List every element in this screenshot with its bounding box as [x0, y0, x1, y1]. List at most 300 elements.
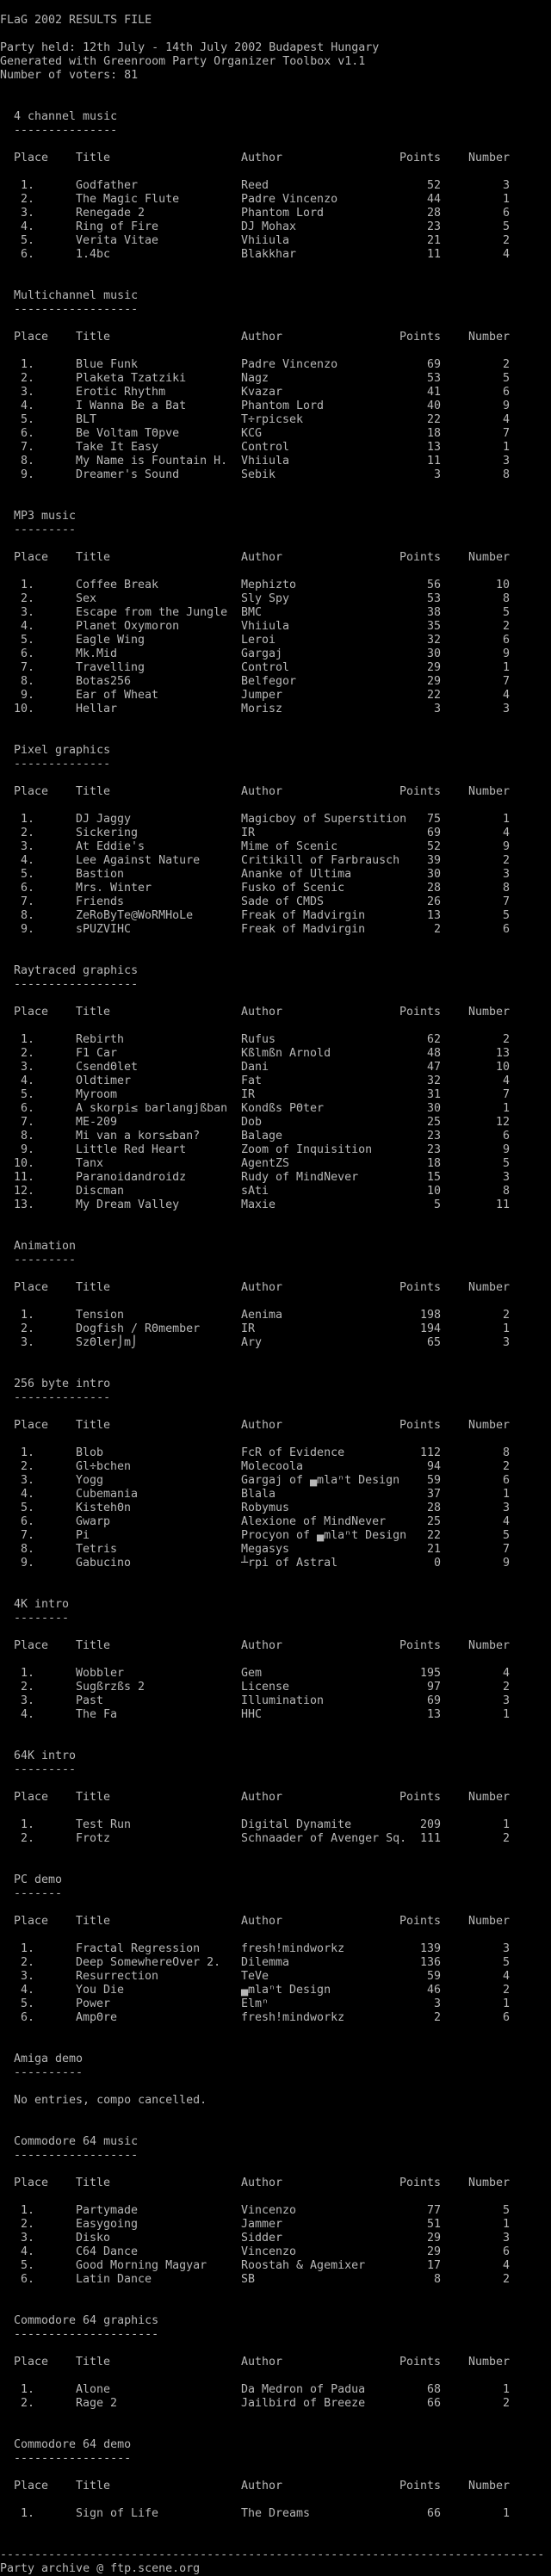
- section-underline: -----------------: [14, 2452, 132, 2465]
- cell-title: Frotz: [76, 1832, 111, 1845]
- blank-line: [0, 317, 551, 331]
- column-header-number: Number: [467, 1639, 510, 1652]
- result-row: [0, 1474, 551, 1488]
- section-underline-line: [0, 1763, 551, 1777]
- cell-number: 3: [502, 1694, 510, 1707]
- cell-author: Morisz: [241, 703, 283, 715]
- column-header-author: Author: [241, 1915, 283, 1928]
- column-header-author: Author: [241, 331, 283, 344]
- column-header-place: Place: [14, 785, 49, 798]
- column-header-author: Author: [241, 1281, 283, 1294]
- cell-author: IR: [241, 1088, 256, 1101]
- cell-title: F1 Car: [76, 1047, 118, 1060]
- cell-number: 1: [502, 661, 510, 674]
- cell-author: Mime of Scenic: [241, 840, 338, 853]
- section-underline: --------------: [14, 758, 111, 771]
- cell-points: 68: [426, 2383, 441, 2396]
- cell-points: 94: [426, 1460, 441, 1473]
- cell-number: 7: [502, 675, 510, 688]
- blank-line: [0, 730, 551, 744]
- column-header-place: Place: [14, 2177, 49, 2189]
- cell-points: 22: [426, 689, 441, 702]
- cell-place: 3.: [20, 1970, 34, 1983]
- result-row: [0, 1997, 551, 2011]
- cell-points: 69: [426, 827, 441, 839]
- cell-title: Disko: [76, 2232, 111, 2245]
- cell-place: 1.: [20, 358, 34, 371]
- cell-points: 59: [426, 1474, 441, 1487]
- cell-title: Wobbler: [76, 1667, 125, 1680]
- cell-number: 11: [495, 1198, 510, 1211]
- result-row: [0, 813, 551, 827]
- cell-points: 32: [426, 1074, 441, 1087]
- cell-author: Zoom of Inquisition: [241, 1143, 373, 1156]
- cell-number: 6: [502, 207, 510, 220]
- column-header-points: Points: [399, 551, 441, 564]
- column-header-title: Title: [76, 1915, 111, 1928]
- cell-author: Digital Dynamite: [241, 1818, 352, 1831]
- cell-title: Dreamer's Sound: [76, 468, 180, 481]
- cell-points: 136: [419, 1956, 441, 1969]
- cell-number: 8: [502, 1446, 510, 1459]
- cell-title: Resurrection: [76, 1970, 159, 1983]
- result-row: [0, 1818, 551, 1832]
- cell-points: 97: [426, 1681, 441, 1694]
- cell-points: 48: [426, 1047, 441, 1060]
- cell-place: 2.: [20, 1832, 34, 1845]
- cell-number: 6: [502, 1474, 510, 1487]
- cell-place: 7.: [20, 1116, 34, 1129]
- column-header-author: Author: [241, 785, 283, 798]
- result-row: [0, 2218, 551, 2232]
- blank-line: [0, 0, 551, 14]
- cell-author: IR: [241, 827, 256, 839]
- cell-author: Jumper: [241, 689, 283, 702]
- section-underline: ---------: [14, 523, 77, 536]
- cell-number: 6: [502, 386, 510, 399]
- section-underline-line: [0, 303, 551, 317]
- cell-points: 23: [426, 1143, 441, 1156]
- section-title: Commodore 64 graphics: [14, 2314, 159, 2327]
- cell-author: The Dreams: [241, 2507, 311, 2520]
- cell-place: 8.: [20, 909, 34, 922]
- cell-author: Phantom Lord: [241, 399, 325, 412]
- cell-points: 2: [433, 923, 441, 936]
- column-header-number: Number: [467, 152, 510, 164]
- cell-place: 9.: [20, 689, 34, 702]
- column-header-author: Author: [241, 1639, 283, 1652]
- section-title-line: [0, 1378, 551, 1391]
- result-row: [0, 1130, 551, 1143]
- cell-number: 5: [502, 2204, 510, 2217]
- result-row: [0, 1460, 551, 1474]
- cell-place: 9.: [20, 1557, 34, 1570]
- cell-points: 40: [426, 399, 441, 412]
- blank-line: [0, 537, 551, 551]
- cell-title: Bastion: [76, 868, 125, 881]
- section-title: Raytraced graphics: [14, 964, 139, 977]
- blank-line: [0, 496, 551, 510]
- cell-title: Partymade: [76, 2204, 139, 2217]
- cell-place: 2.: [20, 372, 34, 385]
- cell-place: 1.: [20, 1309, 34, 1322]
- cell-place: 3.: [20, 2232, 34, 2245]
- result-row: [0, 1198, 551, 1212]
- cell-points: 30: [426, 868, 441, 881]
- result-row: [0, 1047, 551, 1061]
- blank-line: [0, 1736, 551, 1749]
- cell-place: 6.: [20, 1515, 34, 1528]
- cell-title: Tension: [76, 1309, 125, 1322]
- cell-number: 2: [502, 620, 510, 633]
- blank-line: [0, 28, 551, 41]
- result-row: [0, 1694, 551, 1708]
- result-row: [0, 1322, 551, 1336]
- voters-line: Number of voters: 81: [0, 69, 139, 82]
- result-row: [0, 1157, 551, 1171]
- result-row: [0, 868, 551, 882]
- cell-points: 112: [419, 1446, 441, 1459]
- column-header-place: Place: [14, 1006, 49, 1019]
- cell-title: My Name is Fountain H.: [76, 455, 228, 468]
- cell-place: 4.: [20, 399, 34, 412]
- blank-line: [0, 2493, 551, 2507]
- result-row: [0, 923, 551, 937]
- footer-separator: -------------------------------------------------------------------------------: [0, 2548, 545, 2561]
- column-header-points: Points: [399, 2480, 441, 2492]
- cell-place: 7.: [20, 1529, 34, 1542]
- cell-place: 3.: [20, 1061, 34, 1074]
- cell-points: 18: [426, 427, 441, 440]
- column-header-row: [0, 551, 551, 565]
- column-header-author: Author: [241, 1419, 283, 1432]
- cell-number: 4: [502, 1074, 510, 1087]
- column-header-title: Title: [76, 1639, 111, 1652]
- section-title: Commodore 64 demo: [14, 2438, 132, 2451]
- cell-author: SB: [241, 2273, 256, 2286]
- cell-number: 7: [502, 1088, 510, 1101]
- result-row: [0, 234, 551, 248]
- result-row: [0, 1832, 551, 1846]
- cell-points: 69: [426, 358, 441, 371]
- cell-number: 2: [502, 358, 510, 371]
- cell-author: Gargaj of ▄mlaⁿt Design: [241, 1474, 400, 1487]
- cell-number: 4: [502, 1515, 510, 1528]
- result-row: [0, 2383, 551, 2397]
- section-underline: -------: [14, 1887, 63, 1900]
- cell-points: 38: [426, 606, 441, 619]
- cell-title: Sign of Life: [76, 2507, 159, 2520]
- blank-line: [0, 2342, 551, 2356]
- cell-author: Schnaader of Avenger Sq.: [241, 1832, 407, 1845]
- result-row: [0, 441, 551, 455]
- cell-number: 7: [502, 895, 510, 908]
- result-row: [0, 1681, 551, 1694]
- cell-title: Discman: [76, 1185, 125, 1198]
- cell-number: 1: [502, 2507, 510, 2520]
- result-row: [0, 661, 551, 675]
- generated-with-line: Generated with Greenroom Party Organizer Toolbox v1.1: [0, 55, 366, 68]
- cell-author: BMC: [241, 606, 263, 619]
- cell-place: 2.: [20, 592, 34, 605]
- cell-number: 2: [502, 854, 510, 867]
- cell-author: Fat: [241, 1074, 263, 1087]
- cell-points: 21: [426, 1543, 441, 1556]
- cell-author: Reed: [241, 179, 269, 192]
- cell-place: 5.: [20, 1088, 34, 1101]
- blank-line: [0, 1350, 551, 1364]
- blank-line: [0, 1584, 551, 1598]
- cell-title: Coffee Break: [76, 579, 159, 591]
- cell-points: 11: [426, 248, 441, 261]
- cell-number: 2: [502, 1309, 510, 1322]
- cell-author: Fusko of Scenic: [241, 882, 345, 895]
- section-underline: ------------------: [14, 303, 139, 316]
- blank-line: [0, 1860, 551, 1873]
- cell-points: 32: [426, 634, 441, 647]
- cell-place: 9.: [20, 1143, 34, 1156]
- result-row: [0, 703, 551, 716]
- cell-title: Oldtimer: [76, 1074, 132, 1087]
- cell-place: 9.: [20, 923, 34, 936]
- result-row: [0, 386, 551, 399]
- cell-author: Kvazar: [241, 386, 283, 399]
- cell-number: 3: [502, 703, 510, 715]
- cell-number: 2: [502, 1832, 510, 1845]
- section-underline: ---------------: [14, 124, 118, 137]
- column-header-row: [0, 2356, 551, 2369]
- cell-points: 44: [426, 193, 441, 206]
- cell-title: ZeRoByTe@WoRMHoLe: [76, 909, 194, 922]
- cell-points: 29: [426, 675, 441, 688]
- cell-place: 2.: [20, 2218, 34, 2231]
- column-header-number: Number: [467, 1915, 510, 1928]
- result-row: [0, 1515, 551, 1529]
- cell-author: Nagz: [241, 372, 269, 385]
- cell-place: 8.: [20, 455, 34, 468]
- cell-place: 7.: [20, 661, 34, 674]
- column-header-number: Number: [467, 551, 510, 564]
- section-underline: --------: [14, 1612, 70, 1625]
- section-title: 64K intro: [14, 1749, 77, 1762]
- cell-title: Paranoidandroidz: [76, 1171, 187, 1184]
- result-row: [0, 1708, 551, 1722]
- cell-title: Alone: [76, 2383, 111, 2396]
- cell-number: 10: [495, 579, 510, 591]
- cell-title: Ring of Fire: [76, 220, 159, 233]
- column-header-number: Number: [467, 785, 510, 798]
- blank-line: [0, 716, 551, 730]
- cell-title: AmpΘre: [76, 2011, 118, 2024]
- cell-author: Sidder: [241, 2232, 283, 2245]
- column-header-row: [0, 1281, 551, 1295]
- column-header-place: Place: [14, 2480, 49, 2492]
- blank-line: [0, 2300, 551, 2314]
- cell-number: 2: [502, 234, 510, 247]
- cell-author: Sebik: [241, 468, 276, 481]
- cell-number: 1: [502, 813, 510, 826]
- column-header-points: Points: [399, 1281, 441, 1294]
- cell-points: 65: [426, 1336, 441, 1349]
- column-header-row: [0, 1639, 551, 1653]
- blank-line: [0, 1722, 551, 1736]
- cell-place: 8.: [20, 675, 34, 688]
- blank-line: [0, 2369, 551, 2383]
- cell-place: 3.: [20, 1694, 34, 1707]
- cell-number: 10: [495, 1061, 510, 1074]
- cell-title: KistehΘn: [76, 1502, 132, 1514]
- section-title-line: [0, 510, 551, 523]
- cell-title: Mrs. Winter: [76, 882, 152, 895]
- cell-author: HHC: [241, 1708, 263, 1721]
- column-header-points: Points: [399, 2177, 441, 2189]
- cell-place: 6.: [20, 2011, 34, 2024]
- column-header-points: Points: [399, 152, 441, 164]
- cell-place: 4.: [20, 1074, 34, 1087]
- cell-place: 1.: [20, 2383, 34, 2396]
- cell-author: Alexione of MindNever: [241, 1515, 387, 1528]
- cell-number: 1: [502, 1322, 510, 1335]
- cell-author: sAti: [241, 1185, 269, 1198]
- cell-title: Fractal Regression: [76, 1942, 201, 1955]
- column-header-points: Points: [399, 1791, 441, 1804]
- section-title-line: [0, 744, 551, 758]
- cell-number: 9: [502, 399, 510, 412]
- section-underline: --------------: [14, 1391, 111, 1404]
- cell-author: Vhiiula: [241, 455, 290, 468]
- cell-title: Past: [76, 1694, 104, 1707]
- cell-number: 4: [502, 413, 510, 426]
- cell-number: 6: [502, 2011, 510, 2024]
- section-underline-line: [0, 1254, 551, 1267]
- cell-title: 1.4bc: [76, 248, 111, 261]
- cell-place: 3.: [20, 840, 34, 853]
- cell-points: 52: [426, 840, 441, 853]
- cell-author: Megasys: [241, 1543, 290, 1556]
- section-underline-line: [0, 1887, 551, 1901]
- section-title-line: [0, 2314, 551, 2328]
- cell-author: Control: [241, 661, 290, 674]
- no-entries-line: [0, 2094, 551, 2108]
- column-header-row: [0, 152, 551, 165]
- column-header-number: Number: [467, 2177, 510, 2189]
- result-row: [0, 2232, 551, 2245]
- blank-line: [0, 1405, 551, 1419]
- column-header-row: [0, 1006, 551, 1019]
- cell-place: 3.: [20, 1336, 34, 1349]
- blank-line: [0, 2466, 551, 2480]
- result-row: [0, 2273, 551, 2287]
- cell-points: 69: [426, 1694, 441, 1707]
- column-header-number: Number: [467, 2480, 510, 2492]
- cell-title: Plaketa Tzatziki: [76, 372, 187, 385]
- column-header-author: Author: [241, 152, 283, 164]
- column-header-title: Title: [76, 331, 111, 344]
- cell-place: 4.: [20, 854, 34, 867]
- cell-author: Jailbird of Breeze: [241, 2397, 366, 2410]
- cell-author: fresh!mindworkz: [241, 1942, 345, 1955]
- file-title: FLaG 2002 RESULTS FILE: [0, 14, 152, 27]
- cell-place: 3.: [20, 386, 34, 399]
- section-underline: ------------------: [14, 978, 139, 991]
- cell-author: Kßlmßn Arnold: [241, 1047, 331, 1060]
- cell-number: 5: [502, 909, 510, 922]
- column-header-title: Title: [76, 152, 111, 164]
- cell-title: Hellar: [76, 703, 118, 715]
- cell-points: 0: [433, 1557, 441, 1570]
- blank-line: [0, 83, 551, 96]
- column-header-place: Place: [14, 1419, 49, 1432]
- blank-line: [0, 2025, 551, 2039]
- result-row: [0, 2011, 551, 2025]
- cell-points: 75: [426, 813, 441, 826]
- cell-title: The Magic Flute: [76, 193, 180, 206]
- cell-title: Yogg: [76, 1474, 104, 1487]
- result-row: [0, 1984, 551, 1997]
- cell-title: Verita Vitae: [76, 234, 159, 247]
- cell-place: 4.: [20, 1488, 34, 1501]
- cell-place: 5.: [20, 2259, 34, 2272]
- cell-number: 9: [502, 1143, 510, 1156]
- column-header-title: Title: [76, 1281, 111, 1294]
- column-header-row: [0, 1791, 551, 1805]
- blank-line: [0, 2535, 551, 2548]
- result-row: [0, 854, 551, 868]
- cell-number: 1: [502, 1997, 510, 2010]
- cell-points: 29: [426, 2245, 441, 2258]
- cell-author: T÷rpicsek: [241, 413, 304, 426]
- section-title: 256 byte intro: [14, 1378, 111, 1390]
- result-row: [0, 468, 551, 482]
- blank-line: [0, 1570, 551, 1584]
- column-header-number: Number: [467, 1791, 510, 1804]
- cell-points: 195: [419, 1667, 441, 1680]
- cell-place: 7.: [20, 441, 34, 454]
- blank-line: [0, 138, 551, 152]
- cell-place: 1.: [20, 1446, 34, 1459]
- result-row: [0, 1529, 551, 1543]
- cell-author: Padre Vincenzo: [241, 193, 338, 206]
- cell-points: 30: [426, 647, 441, 660]
- cell-title: Pi: [76, 1529, 90, 1542]
- cell-number: 3: [502, 1336, 510, 1349]
- section-title-line: [0, 1873, 551, 1887]
- cell-title: Good Morning Magyar: [76, 2259, 207, 2272]
- cell-author: Sly Spy: [241, 592, 290, 605]
- cell-place: 5.: [20, 1502, 34, 1514]
- cell-number: 1: [502, 1818, 510, 1831]
- section-title-line: [0, 2053, 551, 2066]
- cell-title: Lee Against Nature: [76, 854, 201, 867]
- party-held-line: Party held: 12th July - 14th July 2002 Budapest Hungary: [0, 41, 380, 54]
- blank-line: [0, 1364, 551, 1378]
- cell-number: 8: [502, 468, 510, 481]
- cell-title: Planet Oxymoron: [76, 620, 180, 633]
- result-row: [0, 647, 551, 661]
- cell-number: 2: [502, 1460, 510, 1473]
- cell-points: 3: [433, 703, 441, 715]
- result-row: [0, 193, 551, 207]
- cell-author: Magicboy of Superstition: [241, 813, 407, 826]
- cell-place: 1.: [20, 2507, 34, 2520]
- cell-title: ME-209: [76, 1116, 118, 1129]
- cell-points: 56: [426, 579, 441, 591]
- cell-points: 29: [426, 661, 441, 674]
- cell-place: 2.: [20, 193, 34, 206]
- cell-author: Kondßs PΘter: [241, 1102, 325, 1115]
- section-underline: ------------------: [14, 2149, 139, 2162]
- blank-line: [0, 1433, 551, 1446]
